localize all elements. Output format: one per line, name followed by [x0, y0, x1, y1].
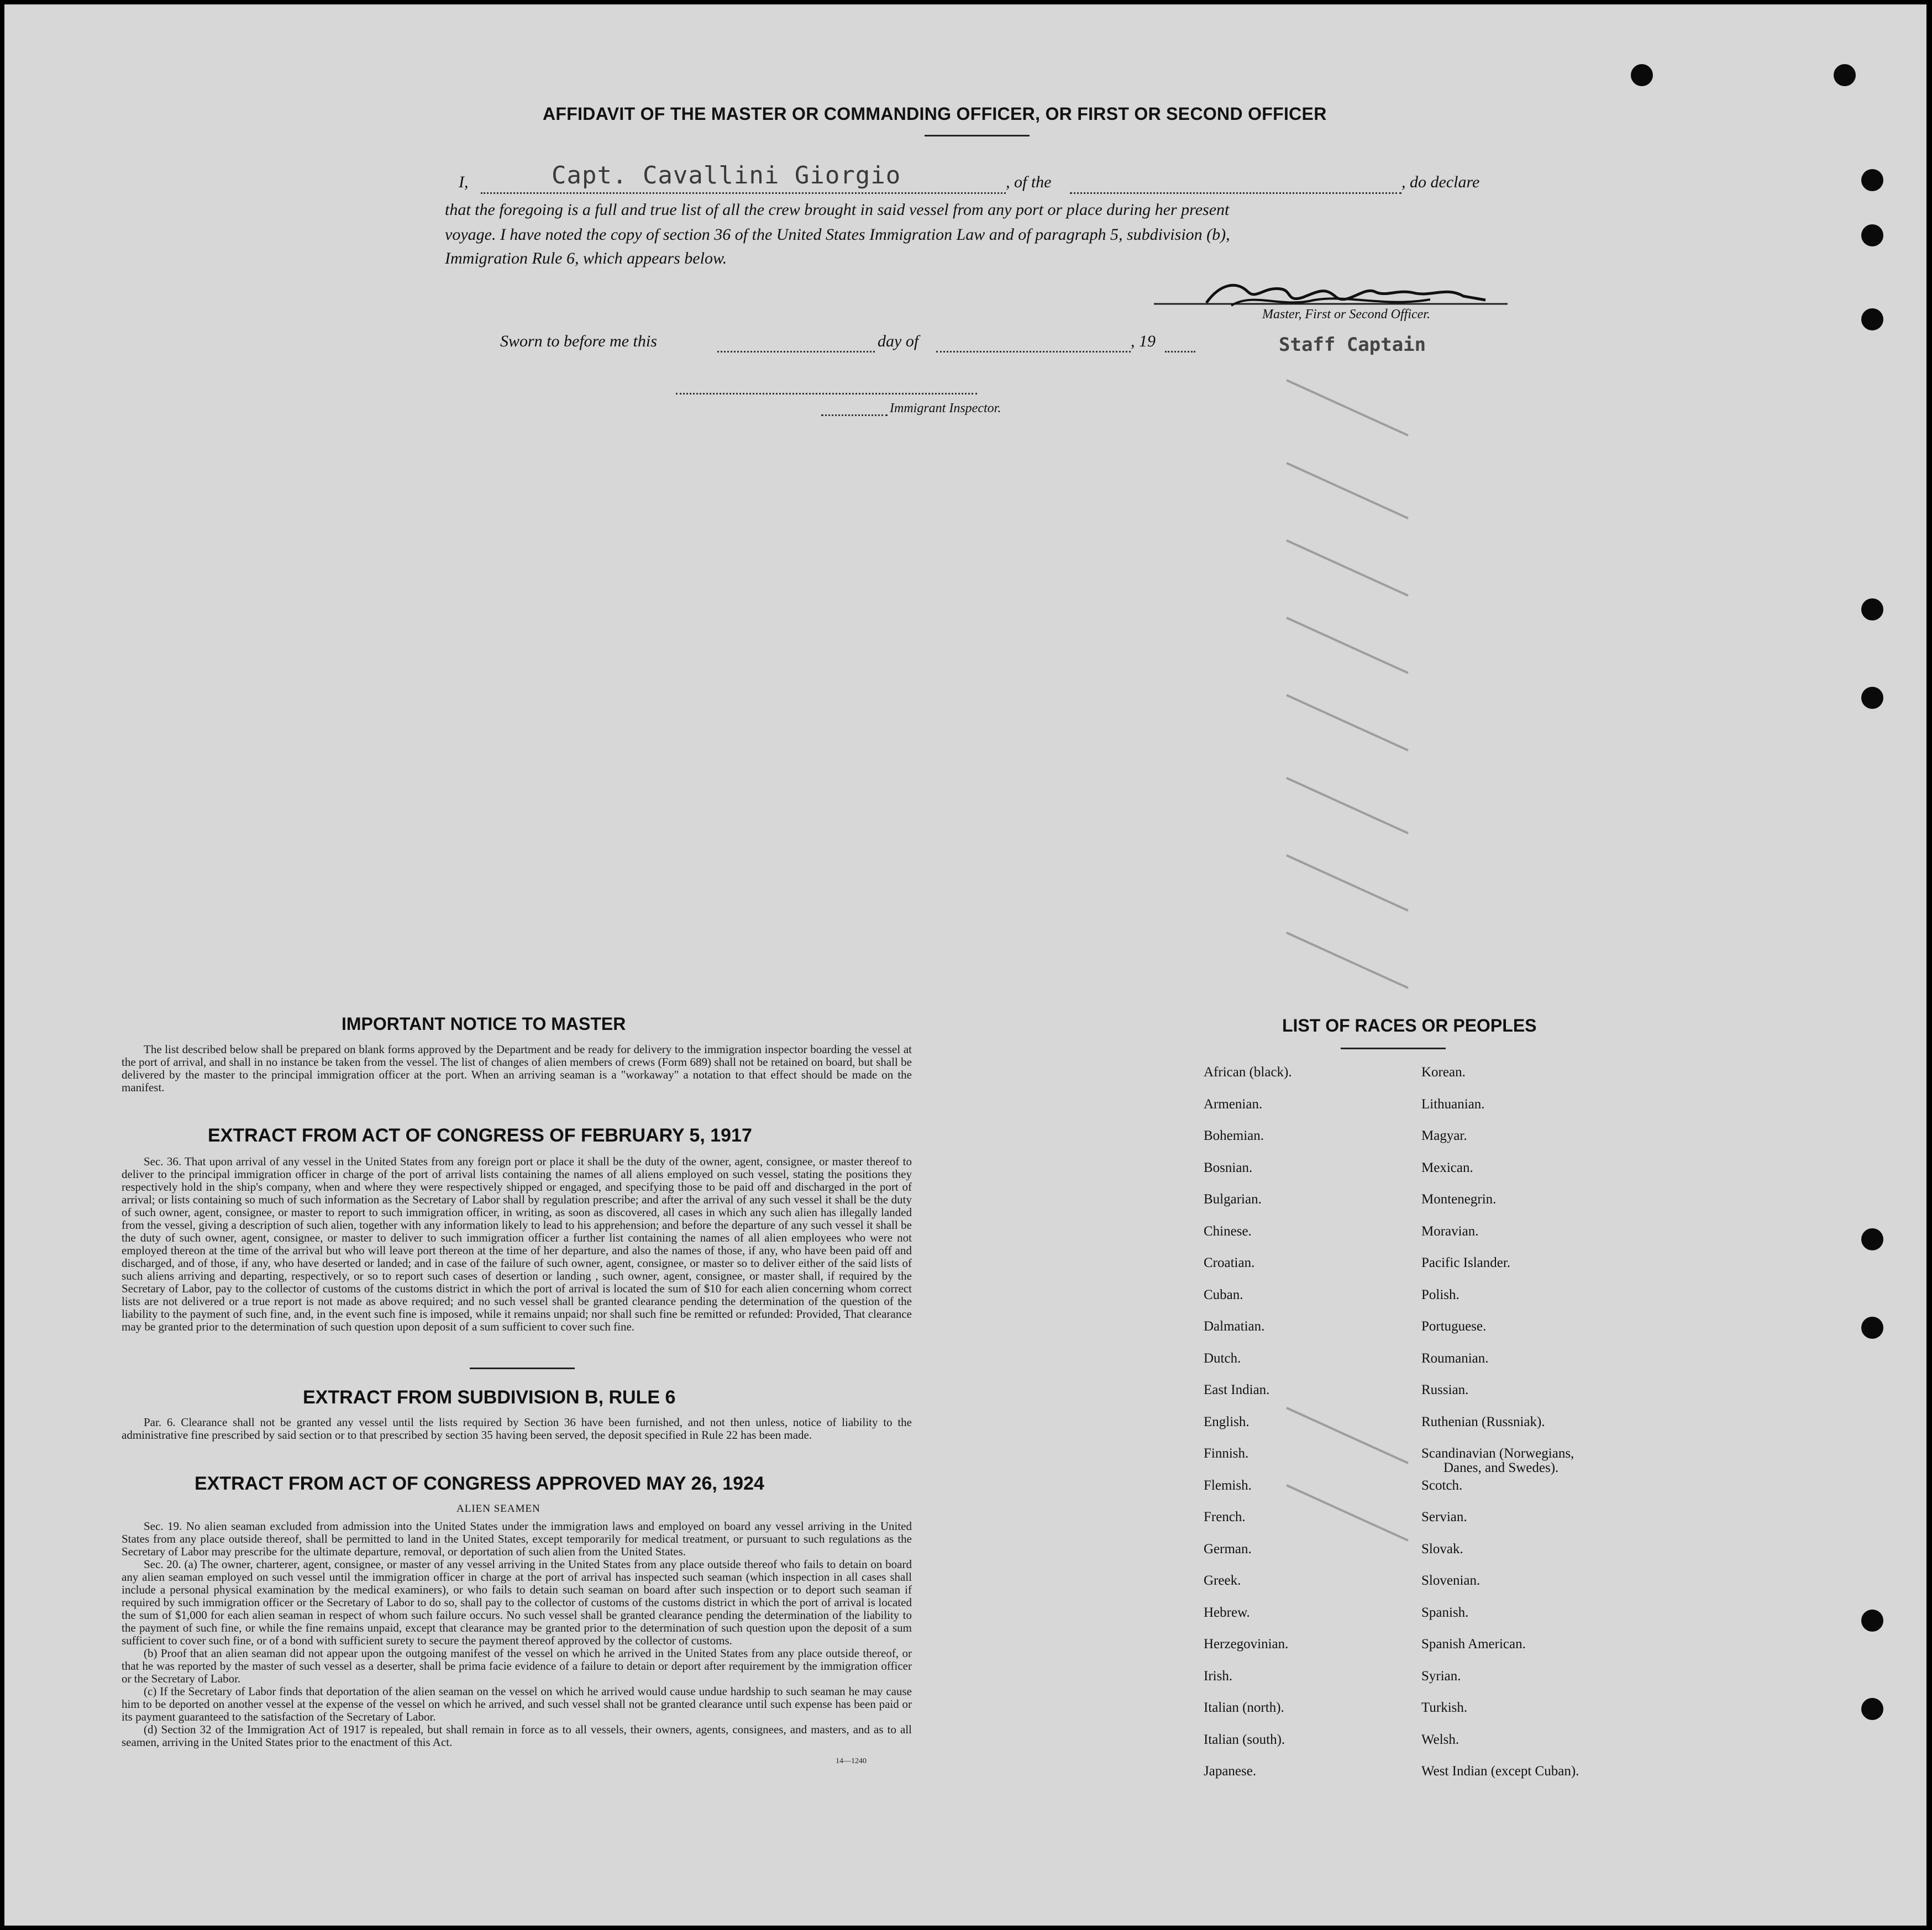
punch-hole	[1861, 169, 1883, 191]
title-divider	[925, 135, 1030, 136]
inspector-signature-line	[676, 393, 977, 395]
race-item: Slovenian.	[1421, 1573, 1481, 1588]
extract-rule6-title: EXTRACT FROM SUBDIVISION B, RULE 6	[303, 1387, 676, 1408]
race-item: East Indian.	[1204, 1382, 1270, 1397]
race-item: Ruthenian (Russniak).	[1421, 1414, 1545, 1429]
punch-hole	[1861, 308, 1883, 330]
race-item: Roumanian.	[1421, 1350, 1489, 1366]
extract-1917-body	[122, 1155, 912, 1333]
race-item: Italian (north).	[1204, 1700, 1284, 1715]
section-36-paragraph: Sec. 36. That upon arrival of any vessel in the United States from any foreign port or place it shall be the duty of the owner, agent, consignee, or master thereof to deliver to the principal immigration officer in charge of the port of arrival lists containing the names of all aliens employed on such vessel, stating the positions they respectively hold in the ship's company, when and where they were respectively shipped or engaged, and specifying those to be paid off and discharged in the port of arrival; or lists containing so much of such information as the Secretary of Labor shall by regulation prescribe; and after the arrival of any such vessel it shall be the duty of such owner, agent, consignee, or master to report to such immigration officer, in writing, as soon as discovered, all cases in which any such alien has illegally landed from the vessel, giving a description of such alien, together with any information likely to lead to his apprehension; and before the departure of any such vessel it shall be the duty of such owner, agent, consignee, or master to deliver to such immigration officer a further list containing the names of all alien employees who were not employed thereon at the time of the arrival but who will leave port thereon at the time of her departure, and also the names of those, if any, who have been paid off and discharged, and of those, if any, who have deserted or landed; and in case of the failure of such owner, agent, consignee, or master so to deliver either of the said lists of such aliens arriving and departing, respectively, or so to report such cases of desertion or landing , such owner, agent, consignee, or master shall, if required by the Secretary of Labor, pay to the collector of customs of the customs district in which the port of arrival is located the sum of $10 for each alien concerning whom correct lists are not delivered or a true report is not made as above required; and no such vessel shall be granted clearance pending the determination of the question of the liability to the payment of such fine, and, in the event such fine is imposed, while it remains unpaid; nor shall such fine be remitted or refunded: Provided, That clearance may be granted prior to the determination of such question upon deposit of a sum sufficient to cover such fine.	[122, 1155, 912, 1333]
sec-20b-paragraph: (b) Proof that an alien seaman did not appear upon the outgoing manifest of the vessel on which he arrived in the United States from any place outside thereof, or that he was reported by the master of such vessel as a deserter, shall be prima facie evidence of a failure to detain or deport after requirement by the immigration officer or the Secretary of Labor.	[122, 1647, 912, 1685]
punch-hole	[1861, 1698, 1883, 1720]
race-item-text: Scandinavian (Norwegians,	[1421, 1446, 1574, 1461]
race-item: Irish.	[1204, 1668, 1233, 1684]
race-item: Korean.	[1421, 1065, 1466, 1080]
race-item: English.	[1204, 1414, 1250, 1429]
punch-hole	[1861, 1610, 1883, 1632]
race-item: Finnish.	[1204, 1446, 1249, 1461]
race-item: Bohemian.	[1204, 1128, 1264, 1143]
race-item: Chinese.	[1204, 1223, 1252, 1239]
vessel-line	[1070, 192, 1401, 194]
form-page	[4, 4, 1926, 1926]
race-item: Polish.	[1421, 1287, 1460, 1302]
race-item: Bulgarian.	[1204, 1192, 1262, 1207]
declaration-line-2: voyage. I have noted the copy of section 36 of the United States Immigration Law and of paragraph 5, subdivision (b),	[445, 225, 1230, 244]
race-item: Dutch.	[1204, 1350, 1241, 1366]
inspector-prefix-line	[821, 414, 888, 416]
race-item: African (black).	[1204, 1065, 1292, 1080]
signature-caption: Master, First or Second Officer.	[1262, 307, 1430, 322]
sworn-month-line	[936, 351, 1131, 353]
sec-20d-paragraph: (d) Section 32 of the Immigration Act of 1917 is repealed, but shall remain in force as to all vessels, their owners, agents, consignees, and masters, and as to all seamen, arriving in the United States prior to the enactment of this Act.	[122, 1723, 912, 1749]
punch-hole	[1861, 687, 1883, 709]
race-item: Bosnian.	[1204, 1160, 1253, 1175]
race-item: Moravian.	[1421, 1223, 1479, 1239]
i-label: I,	[459, 173, 469, 191]
race-item: Pacific Islander.	[1421, 1255, 1511, 1270]
notice-paragraph: The list described below shall be prepared on blank forms approved by the Department and be ready for delivery to the immigration inspector boarding the vessel at the port of arrival, and shall in no instance be taken from the vessel. The list of changes of alien members of crews (Form 689) shall not be retained on board, but shall be delivered by the master to the principal immigration officer at the port. When an arriving seaman is a "workaway" a notation to that effect should be made on the manifest.	[122, 1043, 912, 1094]
notice-title: IMPORTANT NOTICE TO MASTER	[342, 1014, 626, 1034]
race-item: Magyar.	[1421, 1128, 1467, 1143]
extract-1924-body	[122, 1520, 912, 1749]
races-right-column	[1421, 1064, 1579, 1795]
race-item: French.	[1204, 1510, 1246, 1524]
punch-hole	[1631, 64, 1653, 86]
race-item: Spanish American.	[1421, 1637, 1526, 1652]
race-item	[1421, 1445, 1579, 1477]
sec-20a-paragraph: Sec. 20. (a) The owner, charterer, agent, consignee, or master of any vessel arriving in the United States from any place outside thereof who fails to detain on board any alien seaman employed on such vessel until the immigration officer in charge at the port of arrival has inspected such seaman (which inspection in all cases shall include a personal physical examination by the medical examiners), or who fails to detain such seaman on board after such inspection or to deport such seaman if required by such immigration officer or the Secretary of Labor to do so, shall pay to the collector of customs of the customs district in which the port of arrival is located the sum of $1,000 for each alien seaman in respect of whom such failure occurs. No such vessel shall be granted clearance pending the determination of the liability to the payment of such fine, or while the fine remains unpaid, except that clearance may be granted prior to the determination of such question upon the deposit of a sum sufficient to cover such fine, or of a bond with sufficient surety to secure the payment thereof approved by the collector of customs.	[122, 1558, 912, 1647]
par-6-paragraph: Par. 6. Clearance shall not be granted any vessel until the lists required by Section 36 have been furnished, and not then unless, notice of liability to the administrative fine prescribed by said section or to that prescribed by section 35 having been served, the deposit specified in Rule 22 has been made.	[122, 1416, 912, 1442]
day-of-label: day of	[878, 332, 919, 350]
form-number: 14—1240	[836, 1757, 867, 1765]
of-the-label: , of the	[1006, 173, 1052, 191]
race-item: Slovak.	[1421, 1541, 1463, 1556]
punch-hole	[1861, 1228, 1883, 1250]
race-item: Scotch.	[1421, 1477, 1463, 1493]
punch-hole	[1834, 64, 1856, 86]
race-item: Japanese.	[1204, 1764, 1257, 1779]
race-item-continuation: Danes, and Swedes).	[1443, 1460, 1559, 1475]
race-item: Cuban.	[1204, 1287, 1243, 1302]
year-label: , 19	[1131, 332, 1156, 350]
race-item: West Indian (except Cuban).	[1421, 1764, 1579, 1779]
races-title: LIST OF RACES OR PEOPLES	[1282, 1016, 1537, 1035]
race-item: Portuguese.	[1421, 1319, 1487, 1334]
master-name: Capt. Cavallini Giorgio	[552, 161, 901, 190]
race-item: Lithuanian.	[1421, 1096, 1485, 1112]
race-item: Croatian.	[1204, 1255, 1255, 1270]
race-item: German.	[1204, 1541, 1252, 1556]
extract-1917-title: EXTRACT FROM ACT OF CONGRESS OF FEBRUARY 5, 1917	[208, 1125, 752, 1146]
punch-hole	[1861, 598, 1883, 620]
race-item: Armenian.	[1204, 1096, 1263, 1112]
races-title-divider	[1341, 1048, 1446, 1049]
punch-hole	[1861, 224, 1883, 246]
sec-20c-paragraph: (c) If the Secretary of Labor finds that deportation of the alien seaman on the vessel on which he arrived would cause undue hardship to such seaman he may cause him to be deported on another vessel at the expense of the vessel on which he arrived, and such vessel shall not be granted clearance until such expense has been paid or its payment guaranteed to the satisfaction of the Secretary of Labor.	[122, 1685, 912, 1723]
race-item: Dalmatian.	[1204, 1319, 1265, 1334]
notice-body	[122, 1043, 912, 1094]
race-item: Syrian.	[1421, 1668, 1461, 1684]
sec-19-paragraph: Sec. 19. No alien seaman excluded from admission into the United States under the immigration laws and employed on board any vessel arriving in the United States from any place outside thereof, shall be permitted to land in the United States, except temporarily for medical treatment, or pursuant to such regulations as the Secretary of Labor may prescribe for the ultimate departure, removal, or deportation of such alien from the United States.	[122, 1519, 912, 1558]
sworn-day-line	[717, 351, 875, 353]
race-item: Russian.	[1421, 1382, 1469, 1397]
affidavit-title: AFFIDAVIT OF THE MASTER OR COMMANDING OFFICER, OR FIRST OR SECOND OFFICER	[543, 104, 1327, 124]
name-line	[481, 192, 1006, 194]
race-item: Herzegovinian.	[1204, 1637, 1289, 1652]
staff-captain-stamp: Staff Captain	[1279, 334, 1426, 356]
punch-hole	[1861, 1317, 1883, 1339]
sworn-prefix: Sworn to before me this	[500, 332, 657, 350]
inspector-caption: Immigrant Inspector.	[890, 401, 1001, 416]
race-item: Turkish.	[1421, 1700, 1468, 1715]
extract-1924-title: EXTRACT FROM ACT OF CONGRESS APPROVED MAY 26, 1924	[195, 1473, 764, 1494]
race-item: Servian.	[1421, 1510, 1467, 1524]
race-item: Spanish.	[1421, 1605, 1469, 1620]
extract-rule6-body	[122, 1416, 912, 1442]
section-divider	[470, 1368, 575, 1369]
declaration-line-1: that the foregoing is a full and true list of all the crew brought in said vessel from any port or place during her present	[445, 201, 1230, 219]
race-item: Greek.	[1204, 1573, 1241, 1588]
declaration-line-3: Immigration Rule 6, which appears below.	[445, 249, 727, 267]
race-item: Flemish.	[1204, 1477, 1252, 1493]
race-item: Montenegrin.	[1421, 1192, 1497, 1207]
race-item: Italian (south).	[1204, 1732, 1285, 1747]
races-left-column	[1204, 1064, 1292, 1795]
race-item: Mexican.	[1421, 1160, 1473, 1175]
sworn-year-line	[1165, 351, 1195, 353]
race-item: Welsh.	[1421, 1732, 1460, 1747]
alien-seamen-subtitle: ALIEN SEAMEN	[456, 1503, 540, 1514]
race-item: Hebrew.	[1204, 1605, 1250, 1620]
do-declare-label: , do declare	[1401, 173, 1480, 191]
